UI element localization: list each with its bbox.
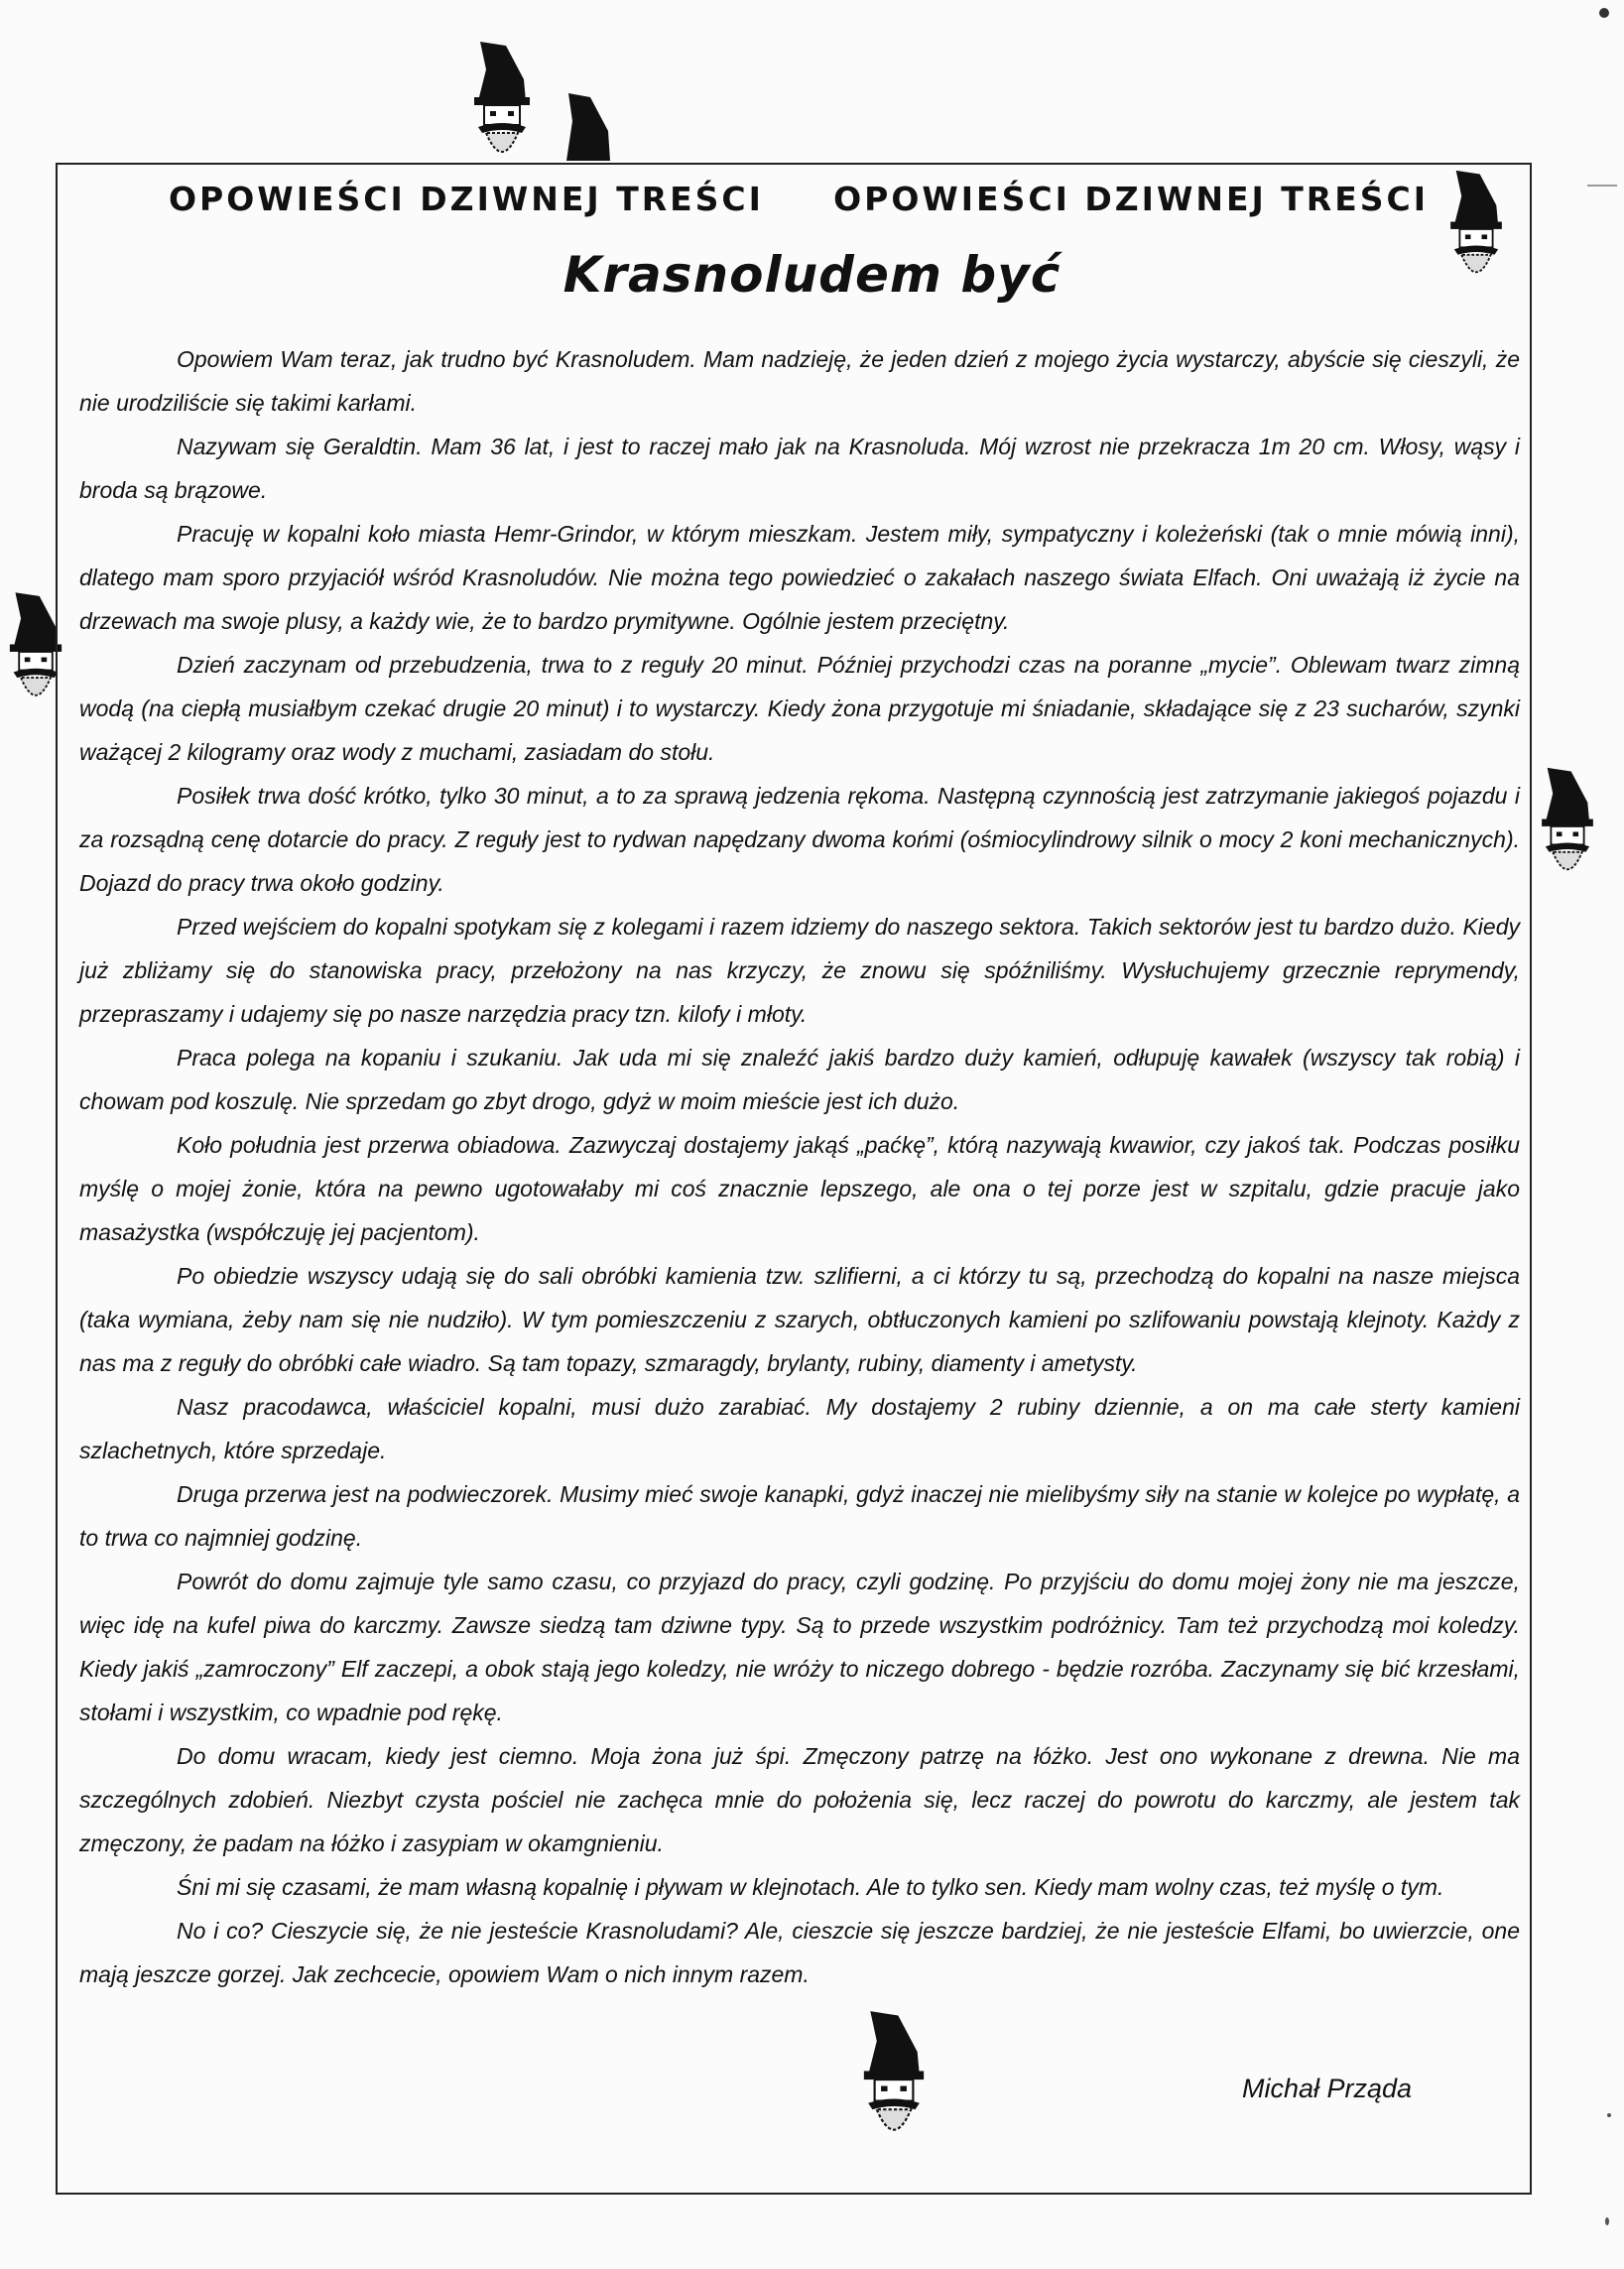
gnome-icon xyxy=(466,40,538,169)
paragraph: Nazywam się Geraldtin. Mam 36 lat, i jest to raczej mało jak na Krasnoluda. Mój wzrost nie przekracza 1m 20 cm. Włosy, wąsy i broda są brązowe. xyxy=(79,434,1520,503)
paragraph: Przed wejściem do kopalni spotykam się z kolegami i razem idziemy do naszego sektora. Takich sektorów jest tu bardzo dużo. Kiedy już zbliżamy się do stanowiska pracy, przełożony na nas krzyczy, że znowu się spóźniliśmy. Wysłuchujemy grzecznie reprymendy, przepraszamy i udajemy się po nasze narzędzia pracy tzn. kilofy i młoty. xyxy=(79,914,1520,1027)
article-body xyxy=(79,337,1520,1996)
page-title: Krasnoludem być xyxy=(562,246,1062,304)
paragraph: Powrót do domu zajmuje tyle samo czasu, co przyjazd do pracy, czyli godzinę. Po przyjściu do domu mojej żony nie ma jeszcze, więc idę na kufel piwa do karczmy. Zawsze siedzą tam dziwne typy. Są to przede wszystkim podróżnicy. Tam też przychodzą moi koledzy. Kiedy jakiś „zamroczony” Elf zaczepi, a obok stają jego koledzy, nie wróży to niczego dobrego - będzie rozróba. Zaczynamy się bić krzesłami, stołami i wszystkim, co wpadnie pod rękę. xyxy=(79,1569,1520,1725)
paragraph: Śni mi się czasami, że mam własną kopalnię i pływam w klejnotach. Ale to tylko sen. Kiedy mam wolny czas, też myślę o tym. xyxy=(177,1874,1444,1900)
gnome-icon xyxy=(1540,766,1595,885)
paragraph: Nasz pracodawca, właściciel kopalni, musi dużo zarabiać. My dostajemy 2 rubiny dziennie, a on ma całe sterty kamieni szlachetnych, które sprzedaje. xyxy=(79,1394,1520,1463)
paragraph: Druga przerwa jest na podwieczorek. Musimy mieć swoje kanapki, gdyż inaczej nie mielibyśmy siły na stanie w kolejce po wypłatę, a to trwa co najmniej godzinę. xyxy=(79,1481,1520,1551)
paragraph: Praca polega na kopaniu i szukaniu. Jak uda mi się znaleźć jakiś bardzo duży kamień, odłupuję kawałek (wszyscy tak robią) i chowam pod koszulę. Nie sprzedam go zbyt drogo, gdyż w moim mieście jest ich dużo. xyxy=(79,1045,1520,1114)
header xyxy=(169,169,1429,228)
header-right-label: OPOWIEŚCI DZIWNEJ TREŚCI xyxy=(833,179,1429,218)
paragraph: Po obiedzie wszyscy udają się do sali obróbki kamienia tzw. szlifierni, a ci którzy tu są, przechodzą do kopalni na nasze miejsca (taka wymiana, żeby nam się nie nudziło). W tym pomieszczeniu z szarych, obtłuczonych kamieni po szlifowaniu powstają klejnoty. Każdy z nas ma z reguły do obróbki całe wiadro. Są tam topazy, szmaragdy, brylanty, rubiny, diamenty i ametysty. xyxy=(79,1263,1520,1376)
paragraph: Dzień zaczynam od przebudzenia, trwa to z reguły 20 minut. Później przychodzi czas na poranne „mycie”. Oblewam twarz zimną wodą (na ciepłą musiałbym czekać drugie 20 minut) i to wystarczy. Kiedy żona przygotuje mi śniadanie, składające się z 23 sucharów, szynki ważącej 2 kilogramy oraz wody z muchami, zasiadam do stołu. xyxy=(79,652,1520,765)
gnome-icon xyxy=(561,91,620,171)
paragraph: Koło południa jest przerwa obiadowa. Zazwyczaj dostajemy jakąś „paćkę”, którą nazywają kwawior, czy jakoś tak. Podczas posiłku myślę o mojej żonie, która na pewno ugotowałaby mi coś znacznie lepszego, ale ona o tej porze jest w szpitalu, gdzie pracuje jako masażystka (współczuję jej pacjentom). xyxy=(79,1132,1520,1245)
paragraph: No i co? Cieszycie się, że nie jesteście Krasnoludami? Ale, cieszcie się jeszcze bardziej, że nie jesteście Elfami, bo uwierzcie, one mają jeszcze gorzej. Jak zechcecie, opowiem Wam o nich innym razem. xyxy=(79,1918,1520,1987)
header-left-label: OPOWIEŚCI DZIWNEJ TREŚCI xyxy=(169,179,764,218)
paragraph: Pracuję w kopalni koło miasta Hemr-Grindor, w którym mieszkam. Jestem miły, sympatyczny i koleżeński (tak o mnie mówią inni), dlatego mam sporo przyjaciół wśród Krasnoludów. Nie można tego powiedzieć o zakałach naszego świata Elfach. Oni uważają iż życie na drzewach ma swoje plusy, a każdy wie, że to bardzo prymitywne. Ogólnie jestem przeciętny. xyxy=(79,521,1520,634)
author-signature: Michał Prząda xyxy=(1242,2074,1413,2103)
paragraph: Posiłek trwa dość krótko, tylko 30 minut, a to za sprawą jedzenia rękoma. Następną czynnością jest zatrzymanie jakiegoś pojazdu i za rozsądną cenę dotarcie do pracy. Z reguły jest to rydwan napędzany dwoma końmi (ośmiocylindrowy silnik o mocy 2 koni mechanicznych). Dojazd do pracy trwa około godziny. xyxy=(79,783,1520,896)
paragraph: Opowiem Wam teraz, jak trudno być Krasnoludem. Mam nadzieję, że jeden dzień z mojego życia wystarczy, abyście się cieszyli, że nie urodziliście się takimi karłami. xyxy=(79,346,1520,416)
paragraph: Do domu wracam, kiedy jest ciemno. Moja żona już śpi. Zmęczony patrzę na łóżko. Jest ono wykonane z drewna. Nie ma szczególnych zdobień. Niezbyt czysta pościel nie zachęca mnie do położenia się, lecz raczej do powrotu do karczmy, ale jestem tak zmęczony, że padam na łóżko i zasypiam w okamgnieniu. xyxy=(79,1743,1520,1856)
